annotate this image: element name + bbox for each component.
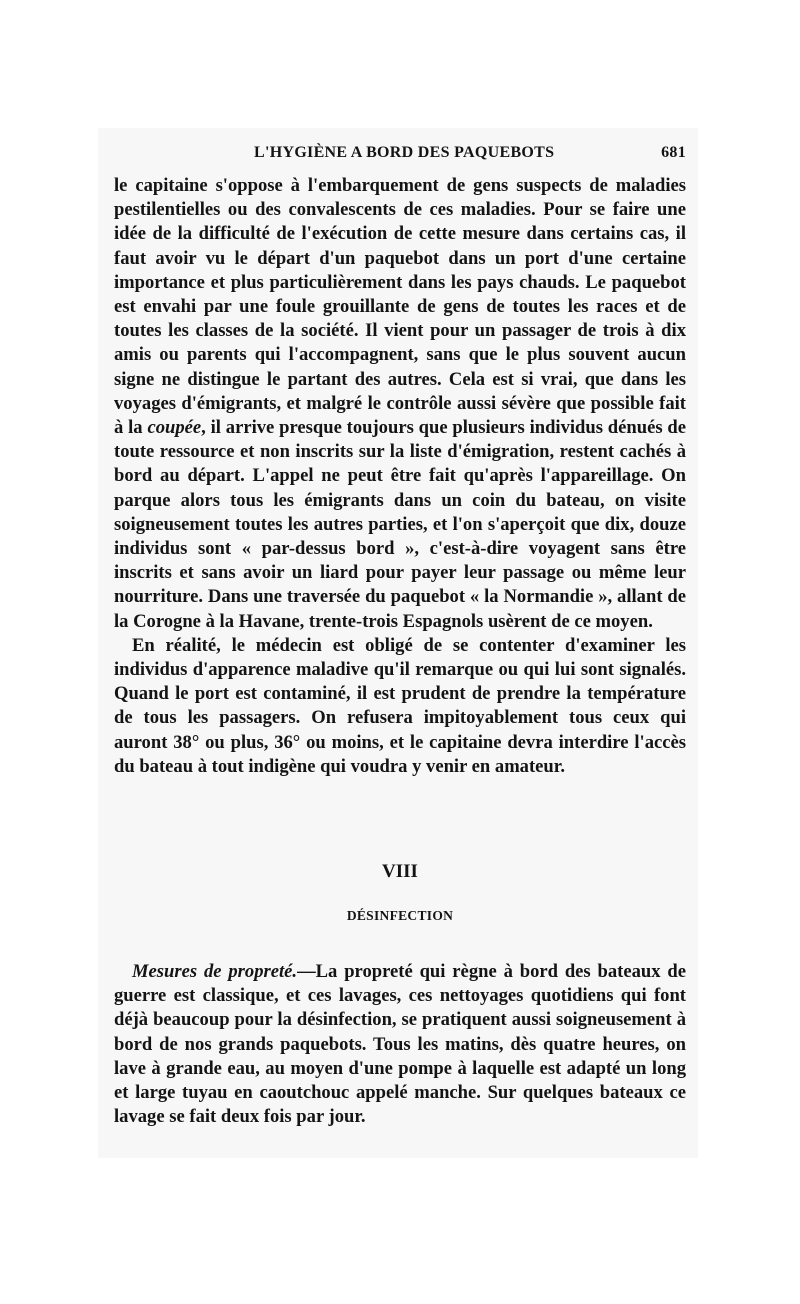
paragraph-2: En réalité, le médecin est obligé de se contenter d'examiner les individus d'apparence maladive qu'il remarque ou qui lui sont signalés. Quand le port est contaminé, il est prudent de prendre la température de tous les passagers. On refusera impitoyablement tous ceux qui auront 38° ou plus, 36° ou moins, et le capitaine devra interdire l'accès du bateau à tout indigène qui voudra y venir en amateur. xyxy=(114,634,686,777)
running-title: L'HYGIÈNE A BORD DES PAQUEBOTS xyxy=(254,144,555,161)
paragraph-3-lead: Mesures de propreté. xyxy=(132,961,298,982)
section-title: DÉSINFECTION xyxy=(346,908,454,923)
section-number: VIII xyxy=(382,861,418,882)
paragraph-1 xyxy=(114,174,686,634)
main-text xyxy=(114,174,686,779)
section-text xyxy=(114,960,686,1129)
running-header xyxy=(114,144,686,168)
page-number: 681 xyxy=(661,144,686,161)
paragraph-1-text-a: le capitaine s'oppose à l'embarquement de gens suspects de maladies pestilentielles ou des convalescents de ces maladies. Pour se faire une idée de la difficulté de l'exécution de cette mesure dans certains cas, il faut avoir vu le départ d'un paquebot dans un port d'une certaine importance et plus particulièrement dans les pays chauds. Le paquebot est envahi par une foule grouillante de gens de toutes les races et de toutes les classes de la société. Il vient pour un passager de trois à dix amis ou parents qui l'accompagnent, sans que le plus souvent aucun signe ne distingue le partant des autres. Cela est si vrai, que dans les voyages d'émigrants, et malgré le contrôle aussi sévère que possible fait à la xyxy=(114,175,686,439)
paragraph-3-text: —La propreté qui règne à bord des bateaux de guerre est classique, et ces lavages, ces nettoyages quotidiens qui font déjà beaucoup pour la désinfection, se pratiquent aussi soigneusement à bord de nos grands paquebots. Tous les matins, dès quatre heures, on lave à grande eau, au moyen d'une pompe à laquelle est adapté un long et large tuyau en caoutchouc appelé manche. Sur quelques bateaux ce lavage se fait deux fois par jour. xyxy=(114,961,687,1128)
paragraph-1-text-b: , il arrive presque toujours que plusieurs individus dénués de toute ressource et non inscrits sur la liste d'émigration, restent cachés à bord au départ. L'appel ne peut être fait qu'après l'appareillage. On parque alors tous les émigrants dans un coin du bateau, on visite soigneusement toutes les autres parties, et l'on s'aperçoit que dix, douze individus sont « par-dessus bord », c'est-à-dire voyagent sans être inscrits et sans avoir un liard pour payer leur passage ou même leur nourriture. Dans une traversée du paquebot « la Normandie », allant de la Corogne à la Havane, trente-trois Espagnols usèrent de ce moyen. xyxy=(114,417,686,632)
paragraph-3 xyxy=(114,960,686,1129)
paragraph-1-italic-coupee: coupée xyxy=(147,417,202,439)
